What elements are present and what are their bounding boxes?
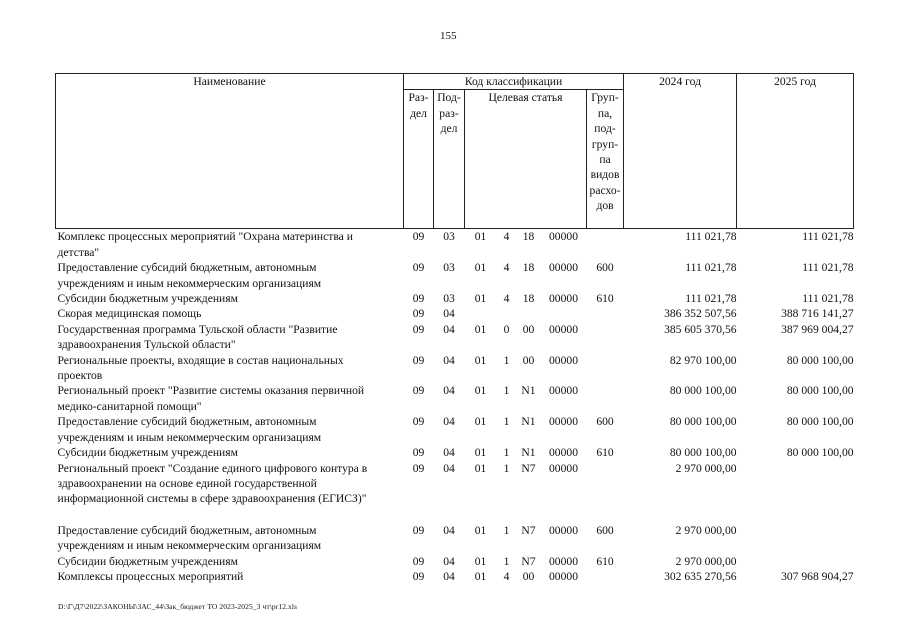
row-amount-2024: 111 021,78 — [685, 230, 737, 244]
table-row — [56, 229, 854, 260]
row-target-program: 01 — [474, 554, 487, 568]
row-name: Скорая медицинская помощь — [57, 307, 202, 321]
row-target-code: 00000 — [549, 554, 578, 568]
row-name: Предоставление субсидий бюджетным, автономным учреждениям и иным некоммерческим организациям — [57, 523, 322, 553]
row-target-code: 00000 — [549, 230, 578, 244]
row-target-program: 01 — [474, 523, 487, 537]
row-amount-2024: 80 000 100,00 — [669, 415, 737, 429]
row-name: Государственная программа Тульской области "Развитие здравоохранения Тульской области" — [57, 322, 338, 352]
header-podrazdel: Под- раз- дел — [434, 90, 465, 229]
row-razdel: 09 — [412, 261, 425, 275]
row-podrazdel: 04 — [443, 307, 455, 321]
row-target-program: 01 — [474, 230, 487, 244]
spacer-row — [56, 507, 854, 523]
row-amount-2024: 82 970 100,00 — [669, 353, 737, 367]
row-target-subprogram: 1 — [503, 461, 510, 475]
row-target-program: 01 — [474, 322, 487, 336]
table-body — [56, 229, 854, 584]
header-year-2025: 2025 год — [737, 74, 854, 90]
table-row — [56, 322, 854, 353]
row-expense-type: 600 — [596, 523, 614, 537]
row-target-direction: N7 — [521, 461, 536, 475]
row-podrazdel: 03 — [443, 230, 455, 244]
row-amount-2025 — [737, 461, 854, 507]
row-target-program: 01 — [474, 292, 487, 306]
row-podrazdel: 04 — [443, 322, 455, 336]
row-target-direction: 00 — [522, 322, 535, 336]
row-amount-2024: 80 000 100,00 — [669, 384, 737, 398]
row-target-subprogram: 0 — [503, 322, 510, 336]
row-razdel: 09 — [412, 307, 425, 321]
row-target-subprogram: 1 — [503, 446, 510, 460]
row-target-code: 00000 — [549, 261, 578, 275]
row-podrazdel: 04 — [443, 554, 455, 568]
row-target-subprogram: 1 — [503, 353, 510, 367]
row-podrazdel: 03 — [443, 261, 455, 275]
row-podrazdel: 04 — [443, 446, 455, 460]
row-razdel: 09 — [412, 461, 425, 475]
row-amount-2024: 2 970 000,00 — [675, 461, 737, 475]
row-expense-type: 600 — [596, 261, 614, 275]
row-amount-2025: 307 968 904,27 — [781, 569, 854, 583]
budget-table — [55, 73, 854, 584]
row-amount-2025: 80 000 100,00 — [786, 353, 854, 367]
row-name: Предоставление субсидий бюджетным, автономным учреждениям и иным некоммерческим организациям — [57, 261, 322, 290]
table-row — [56, 306, 854, 321]
table-row — [56, 260, 854, 291]
row-expense-type — [587, 383, 624, 414]
header-name: Наименование — [56, 74, 404, 229]
row-amount-2024: 111 021,78 — [685, 292, 737, 306]
row-target-direction: 18 — [522, 292, 535, 306]
header-expense-type: Груп- па, под- груп- па видов расхо- дов — [587, 90, 624, 229]
row-target-direction: N1 — [521, 415, 536, 429]
row-target-program: 01 — [474, 446, 487, 460]
row-target-subprogram: 4 — [503, 292, 510, 306]
row-amount-2024: 111 021,78 — [685, 261, 737, 275]
header-code-group: Код классификации — [404, 74, 624, 90]
row-target-subprogram — [497, 306, 517, 321]
row-target-direction: 18 — [522, 261, 535, 275]
row-target-code: 00000 — [549, 384, 578, 398]
page-number: 155 — [440, 30, 457, 42]
row-target-subprogram: 1 — [503, 384, 510, 398]
row-podrazdel: 04 — [443, 384, 455, 398]
row-target-subprogram: 4 — [503, 261, 510, 275]
header-year-2024-cont — [624, 90, 737, 229]
row-target-code: 00000 — [549, 322, 578, 336]
header-razdel: Раз- дел — [404, 90, 434, 229]
row-name: Субсидии бюджетным учреждениям — [57, 554, 238, 568]
row-razdel: 09 — [412, 353, 425, 367]
row-name: Региональные проекты, входящие в состав национальных проектов — [57, 353, 344, 383]
row-target-program — [465, 306, 497, 321]
row-amount-2025: 111 021,78 — [802, 230, 854, 244]
row-name: Субсидии бюджетным учреждениям — [57, 446, 238, 460]
table-header — [56, 74, 854, 229]
row-target-subprogram: 4 — [503, 230, 510, 244]
row-razdel: 09 — [412, 523, 425, 537]
table-row — [56, 445, 854, 460]
row-target-direction: 00 — [522, 569, 535, 583]
row-amount-2024: 80 000 100,00 — [669, 446, 737, 460]
row-razdel: 09 — [412, 292, 425, 306]
row-amount-2025: 111 021,78 — [802, 292, 854, 306]
table-row — [56, 569, 854, 584]
row-expense-type — [587, 353, 624, 384]
table-row — [56, 383, 854, 414]
row-expense-type — [587, 306, 624, 321]
row-expense-type: 610 — [596, 554, 614, 568]
footer-file-path: D:\Г\Д7\2022\ЗАКОНЫ\ЗАС_44\Зак_бюджет ТО 2023-2025_3 чт\pr12.xls — [58, 602, 298, 611]
row-expense-type: 610 — [596, 292, 614, 306]
row-amount-2025: 80 000 100,00 — [786, 446, 854, 460]
row-expense-type — [587, 322, 624, 353]
row-amount-2025 — [737, 523, 854, 554]
table-row — [56, 353, 854, 384]
row-target-direction: N1 — [521, 384, 536, 398]
row-name: Региональный проект "Создание единого цифрового контура в здравоохранении на основе единой государственной информационной системы в сфере здравоохранения (ЕГИСЗ)" — [57, 461, 368, 506]
row-target-subprogram: 1 — [503, 415, 510, 429]
row-podrazdel: 04 — [443, 353, 455, 367]
row-amount-2025 — [737, 554, 854, 569]
row-expense-type: 610 — [596, 446, 614, 460]
row-name: Предоставление субсидий бюджетным, автономным учреждениям и иным некоммерческим организациям — [57, 415, 322, 444]
row-target-code: 00000 — [549, 569, 578, 583]
row-target-direction — [517, 306, 541, 321]
row-amount-2024: 385 605 370,56 — [664, 322, 737, 336]
row-target-program: 01 — [474, 261, 487, 275]
row-target-program: 01 — [474, 353, 487, 367]
header-year-2025-cont — [737, 90, 854, 229]
row-razdel: 09 — [412, 415, 425, 429]
row-podrazdel: 04 — [443, 523, 455, 537]
row-target-direction: 00 — [522, 353, 535, 367]
row-expense-type — [587, 569, 624, 584]
row-target-code: 00000 — [549, 446, 578, 460]
row-name: Субсидии бюджетным учреждениям — [57, 292, 238, 306]
row-amount-2024: 2 970 000,00 — [675, 554, 737, 568]
table-row — [56, 523, 854, 554]
row-target-subprogram: 1 — [503, 554, 510, 568]
row-amount-2024: 386 352 507,56 — [664, 307, 737, 321]
row-amount-2024: 2 970 000,00 — [675, 523, 737, 537]
table-row — [56, 554, 854, 569]
row-amount-2025: 388 716 141,27 — [781, 307, 854, 321]
row-expense-type — [587, 229, 624, 260]
row-name: Региональный проект "Развитие системы оказания первичной медико-санитарной помощи" — [57, 384, 365, 413]
row-target-direction: N1 — [521, 446, 536, 460]
row-target-code: 00000 — [549, 353, 578, 367]
row-target-program: 01 — [474, 384, 487, 398]
row-target-code: 00000 — [549, 292, 578, 306]
table-row — [56, 461, 854, 507]
row-razdel: 09 — [412, 446, 425, 460]
row-razdel: 09 — [412, 384, 425, 398]
row-target-direction: N7 — [521, 523, 536, 537]
row-razdel: 09 — [412, 322, 425, 336]
row-amount-2025: 387 969 004,27 — [781, 322, 854, 336]
row-amount-2025: 80 000 100,00 — [786, 384, 854, 398]
row-razdel: 09 — [412, 554, 425, 568]
row-name: Комплекс процессных мероприятий "Охрана материнства и детства" — [57, 230, 353, 259]
row-expense-type — [587, 461, 624, 507]
table-row — [56, 414, 854, 445]
table-row — [56, 291, 854, 306]
row-target-direction: 18 — [522, 230, 535, 244]
row-target-code: 00000 — [549, 461, 578, 475]
row-podrazdel: 04 — [443, 415, 455, 429]
row-target-subprogram: 4 — [503, 569, 510, 583]
row-target-program: 01 — [474, 569, 487, 583]
row-amount-2025: 80 000 100,00 — [786, 415, 854, 429]
row-target-subprogram: 1 — [503, 523, 510, 537]
row-expense-type: 600 — [596, 415, 614, 429]
row-podrazdel: 04 — [443, 569, 455, 583]
row-target-code: 00000 — [549, 523, 578, 537]
row-target-direction: N7 — [521, 554, 536, 568]
header-year-2024: 2024 год — [624, 74, 737, 90]
row-target-code — [541, 306, 587, 321]
row-amount-2024: 302 635 270,56 — [664, 569, 737, 583]
row-target-program: 01 — [474, 415, 487, 429]
row-razdel: 09 — [412, 230, 425, 244]
row-target-code: 00000 — [549, 415, 578, 429]
row-podrazdel: 04 — [443, 461, 455, 475]
row-name: Комплексы процессных мероприятий — [57, 569, 244, 583]
row-target-program: 01 — [474, 461, 487, 475]
row-razdel: 09 — [412, 569, 425, 583]
row-amount-2025: 111 021,78 — [802, 261, 854, 275]
row-podrazdel: 03 — [443, 292, 455, 306]
header-target-article: Целевая статья — [465, 90, 587, 229]
